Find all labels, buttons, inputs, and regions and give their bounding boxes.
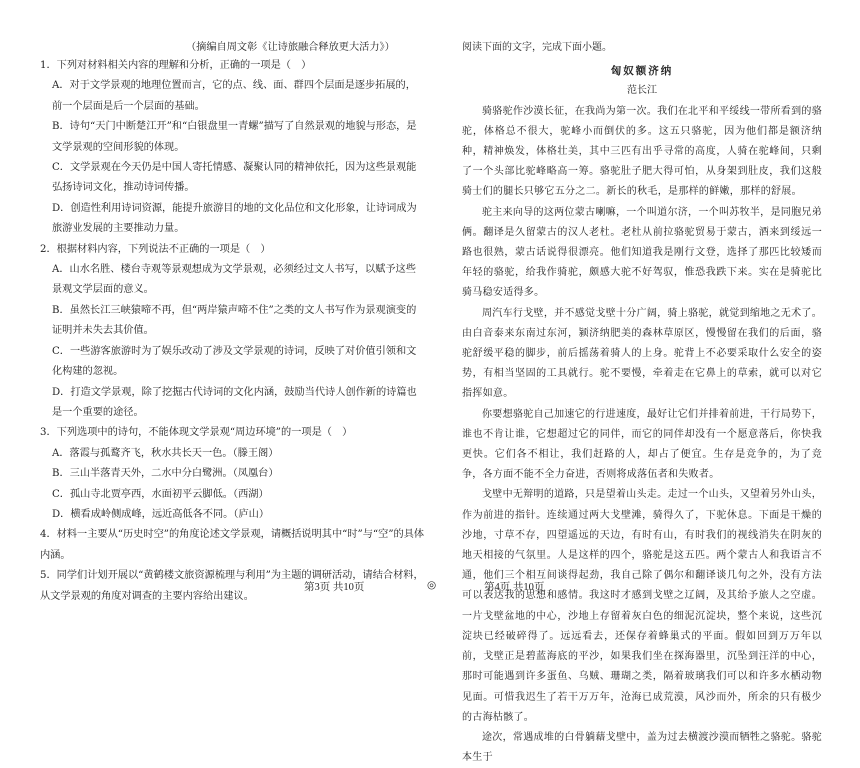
page-number-left: 第3页 共10页 [304,582,365,593]
article-paragraph: 戈壁中无辩明的道路，只是望着山头走。走过一个山头，又望着另外山头，作为前进的指针。连续通过两大戈壁滩，骑得久了，下驼休息。下面是干燥的沙地，寸草不存，四望遥远的天边，有时有山，有时我们的视线消失在阴灰的地天相接的气氛里。人是这样的四个，骆驼是这五匹。两个蒙古人和我语言不通，他们三个相互间谈得起劲，我自己除了偶尔和翻译谈几句之外，没有方法可以表达我的思想和感情。我这时才感到戈壁之辽阔，及其给予旅人之空虚。一片戈壁盆地的中心，沙地上存留着灰白色的细泥沉淀块，整个来说，这些沉淀块已经破碎得了。远远看去，还保存着蜂巢式的平面。假如回到万万年以前，戈壁正是碧蓝海底的平沙，如果我们坐在探海器里，沉坠到汪洋的中心，那时可能遇到许多蛋鱼、乌贼、珊瑚之类，隔着玻璃我们可以和许多水栖动物见面。可惜我迟生了若干万万年，沧海已成荒漠，风沙而外，所余的只有极少的古海枯骸了。 [462,489,822,723]
question-3-option-d: D．横看成岭侧成峰，远近高低各不同。（庐山） [52,508,270,520]
page-number-right: 第4页 共10页 [484,582,545,593]
question-3-option-c: C．孤山寺北贾亭西，水面初平云脚低。（西湖） [52,488,269,500]
article-paragraph: 途次，常遇成堆的白骨躺藉戈壁中，盖为过去横渡沙漠而牺牲之骆驼。骆驼本生于 [462,731,822,764]
article-author: 范长江 [627,85,657,97]
article-paragraph: 周汽车行戈壁，并不感觉戈壁十分广阔，骑上骆驼，就觉到缩地之无术了。由白音泰来东南过东河，颍济纳肥美的森林草原区，慢慢留在我们的后面，骆驼舒缓平稳的脚步，前后摇荡着骑人的上身。驼背上不必要采取什么安全的姿势，有相当坚固的工具就行。驼不要慢，牵着走在它鼻上的草索，就可以对它指挥如意。 [462,307,822,400]
question-2-option-b: B．虽然长江三峡猿啼不再，但“两岸猿声啼不住”之类的文人书写作为景观演变的证明并未失去其价值。 [52,304,417,337]
article-paragraph: 驼主来向导的这两位蒙古喇嘛，一个叫道尔济，一个叫苏牧半，是同胞兄弟俩。翻译是久留蒙古的汉人老杜。老杜从前拉骆驼贸易于蒙古，酒来到绥远一路也很熟，蒙古话说得很漂亮。他们知道我是刚行文登，选择了那匹比较矮而年轻的骆驼，给我作骑驼，颇感大驼不好驾驭，惟恐我跌下来。实在是骑驼比骑马稳安适得多。 [462,206,822,299]
question-1-option-c: C．文学景观在今天仍是中国人寄托情感、凝聚认同的精神依托，因为这些景观能弘扬诗词文化，推动诗词传播。 [52,162,417,194]
question-1-option-d: D．创造性利用诗词资源，能提升旅游目的地的文化品位和文化形象，让诗词成为旅游业发展的主要推动力量。 [52,202,417,235]
question-3-stem: 3．下列选项中的诗句，不能体现文学景观“周边环境”的一项是（ ） [40,427,353,439]
article-title: 匈奴额济纳 [610,65,674,78]
question-2-option-a: A．山水名胜、楼台寺观等景观想成为文学景观，必须经过文人书写，以赋予这些景观文学层面的意义。 [52,264,416,296]
question-5: 5．同学们计划开展以“黄鹤楼文旅资源梳理与利用”为主题的调研活动，请结合材料，从文学景观的角度对调查的主要内容给出建议。 [40,570,424,602]
question-2-stem: 2．根据材料内容，下列说法不正确的一项是（ ） [40,243,271,255]
question-2-option-c: C．一些游客旅游时为了娱乐改动了涉及文学景观的诗词，反映了对价值引领和文化构建的忽视。 [52,345,417,378]
question-3-option-a: A．落霞与孤鹜齐飞，秋水共长天一色。（滕王阁） [52,447,279,459]
right-page [462,38,822,768]
center-mark: ◎ [427,580,437,591]
question-1-option-b: B．诗句“天门中断楚江开”和“白银盘里一青螺”描写了自然景观的地貌与形态，是文学景观的空间形貌的体现。 [52,121,417,153]
question-1-option-a: A．对于文学景观的地理位置而言，它的点、线、面、群四个层面是逐步拓展的，前一个层面是后一个层面的基础。 [52,80,416,112]
source-citation: （摘编自周文彰《让诗旅融合释放更大活力》） [186,42,395,53]
question-4: 4．材料一主要从“历史时空”的角度论述文学景观，请概括说明其中“时”与“空”的具体内涵。 [40,529,425,561]
question-2-option-d: D．打造文学景观，除了挖掘古代诗词的文化内涵，鼓励当代诗人创作新的诗篇也是一个重要的途径。 [52,386,417,418]
reading-intro: 阅读下面的文字，完成下面小题。 [462,42,612,53]
article-paragraph: 骑骆驼作沙漠长征，在我尚为第一次。我们在北平和平绥线一带所看到的骆驼，体格总不很大，驼峰小而倒伏的多。这五只骆驼，因为他们都是额济纳种，精神焕发，体格壮美，其中三匹有出乎寻常的高度，人骑在驼峰间，只剩了一个头部比驼峰略高一筹。骆驼肚子肥大得可怕，从身架到肚皮，我们这般骑士们的腿长只够它五分之二。新长的秋毛，是那样的鲜嫩，那样的舒展。 [462,105,822,198]
article-paragraph: 你要想骆驼自己加速它的行进速度，最好让它们并排着前进，干行局势下，谁也不肯让谁，它想超过它的同伴，而它的同伴却没有一个愿意落后，你快我更快。它们各不相让，我们赶路的人，却占了便宜。生存是竞争的，为了竞争，各方面不能不全力奋进，否则将成落伍者和失败者。 [462,408,822,481]
question-3-option-b: B．三山半落青天外，二水中分白鹭洲。（凤凰台） [52,468,279,480]
question-1-stem: 1．下列对材料相关内容的理解和分析，正确的一项是（ ） [40,60,312,71]
